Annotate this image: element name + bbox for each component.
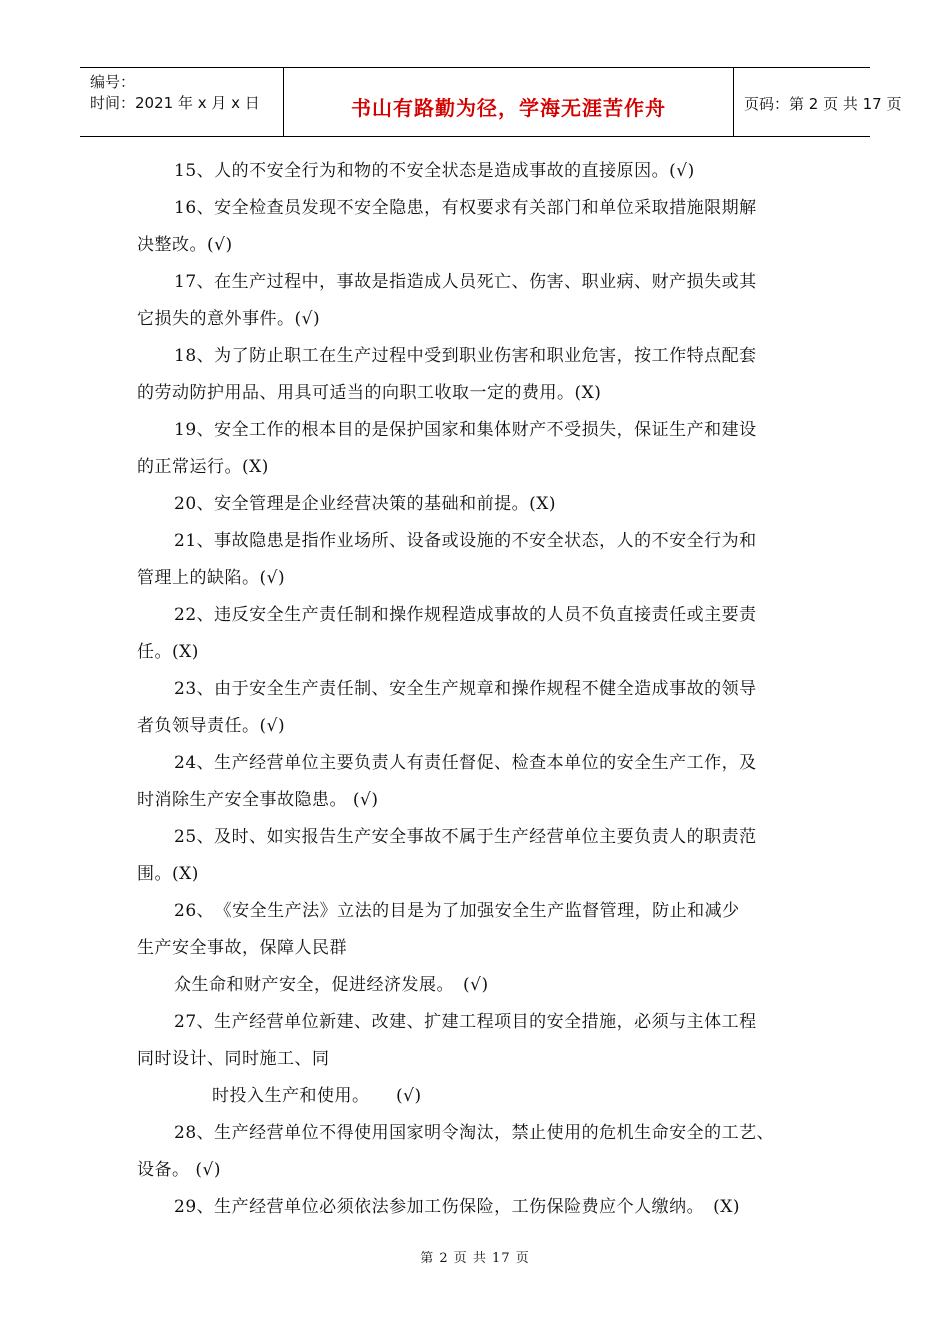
body-line: 28、生产经营单位不得使用国家明令淘汰，禁止使用的危机生命安全的工艺、: [174, 1123, 775, 1143]
header-page-cell: [734, 68, 902, 136]
body-line: 17、在生产过程中，事故是指造成人员死亡、伤害、职业病、财产损失或其: [174, 272, 757, 292]
document-time-label: 时间：2021 年 x 月 x 日: [90, 94, 260, 112]
body-line: 21、事故隐患是指作业场所、设备或设施的不安全状态，人的不安全行为和: [174, 531, 757, 551]
body-line: 围。(X): [137, 864, 199, 884]
body-line: 24、生产经营单位主要负责人有责任督促、检查本单位的安全生产工作，及: [174, 753, 757, 773]
body-line: 的劳动防护用品、用具可适当的向职工收取一定的费用。(X): [137, 383, 602, 403]
body-line: 管理上的缺陷。(√): [137, 568, 286, 588]
body-line: 29、生产经营单位必须依法参加工伤保险，工伤保险费应个人缴纳。 (X): [174, 1197, 740, 1217]
body-line: 的正常运行。(X): [137, 457, 269, 477]
body-line: 生产安全事故，保障人民群: [137, 938, 347, 958]
header-page-info: 页码：第 2 页 共 17 页: [744, 95, 902, 113]
page-footer: 第 2 页 共 17 页: [420, 1251, 530, 1266]
body-line: 26、 《安全生产法》立法的目是为了加强安全生产监督管理，防止和减少: [174, 901, 740, 921]
body-line: 众生命和财产安全，促进经济发展。 (√): [174, 975, 489, 995]
body-line: 22、违反安全生产责任制和操作规程造成事故的人员不负直接责任或主要责: [174, 605, 757, 625]
body-line: 决整改。(√): [137, 235, 233, 255]
body-line: 它损失的意外事件。(√): [137, 309, 321, 329]
body-line: 任。(X): [137, 642, 199, 662]
body-line: 19、安全工作的根本目的是保护国家和集体财产不受损失，保证生产和建设: [174, 420, 757, 440]
body-line: 27、生产经营单位新建、改建、扩建工程项目的安全措施，必须与主体工程: [174, 1012, 757, 1032]
page-header: [80, 67, 902, 137]
body-line: 16、安全检查员发现不安全隐患，有权要求有关部门和单位采取措施限期解: [174, 198, 757, 218]
body-line: 18、为了防止职工在生产过程中受到职业伤害和职业危害，按工作特点配套: [174, 346, 757, 366]
body-line: 25、及时、如实报告生产安全事故不属于生产经营单位主要负责人的职责范: [174, 827, 757, 847]
body-line: 设备。 (√): [137, 1160, 222, 1180]
document-number-label: 编号：: [90, 73, 136, 91]
body-line: 时消除生产安全事故隐患。 (√): [137, 790, 379, 810]
body-line: 同时设计、同时施工、同: [137, 1049, 330, 1069]
header-meta-cell: [80, 68, 283, 136]
header-motto-cell: [283, 68, 734, 136]
body-line: 时投入生产和使用。 (√): [212, 1086, 422, 1106]
body-line: 23、由于安全生产责任制、安全生产规章和操作规程不健全造成事故的领导: [174, 679, 757, 699]
body-line: 20、安全管理是企业经营决策的基础和前提。(X): [174, 494, 556, 514]
body-line: 者负领导责任。(√): [137, 716, 286, 736]
body-line: 15、人的不安全行为和物的不安全状态是造成事故的直接原因。(√): [174, 161, 695, 181]
header-motto: 书山有路勤为径，学海无涯苦作舟: [351, 96, 666, 120]
